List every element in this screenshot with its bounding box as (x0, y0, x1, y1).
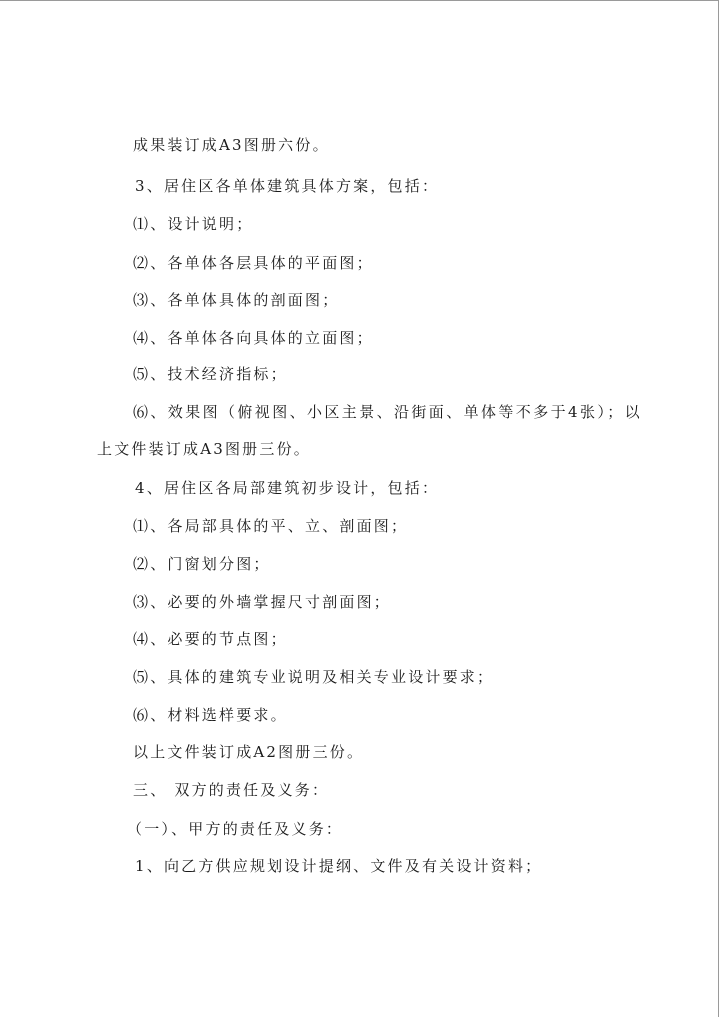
text-line: ⑴、各局部具体的平、立、剖面图； (133, 517, 409, 535)
text-line: 以上文件装订成A2图册三份。 (133, 743, 365, 761)
text-line: ⑴、设计说明； (133, 215, 254, 233)
subsection-heading: （一）、甲方的责任及义务： (127, 820, 344, 838)
text-line: 1、向乙方供应规划设计提纲、文件及有关设计资料； (135, 857, 543, 875)
section-heading: 三、 双方的责任及义务： (133, 781, 330, 799)
text-line: ⑹、效果图（俯视图、小区主景、沿街面、单体等不多于4张）；以 (133, 403, 643, 421)
text-line: ⑵、门窗划分图； (133, 555, 271, 573)
text-line: 3、居住区各单体建筑具体方案，包括： (135, 177, 440, 195)
text-line: ⑷、必要的节点图； (133, 630, 288, 648)
text-line: ⑶、必要的外墙掌握尺寸剖面图； (133, 593, 392, 611)
text-line: ⑶、各单体具体的剖面图； (133, 291, 340, 309)
text-line: 4、居住区各局部建筑初步设计，包括： (135, 479, 440, 497)
text-line: ⑹、材料选样要求。 (133, 706, 288, 724)
text-line: ⑸、具体的建筑专业说明及相关专业设计要求； (133, 668, 495, 686)
text-line: ⑷、各单体各向具体的立面图； (133, 329, 374, 347)
text-line: ⑸、技术经济指标； (133, 365, 288, 383)
text-line: ⑵、各单体各层具体的平面图； (133, 254, 374, 272)
text-line: 上文件装订成A3图册三份。 (97, 440, 311, 458)
text-line: 成果装订成A3图册六份。 (133, 136, 330, 154)
